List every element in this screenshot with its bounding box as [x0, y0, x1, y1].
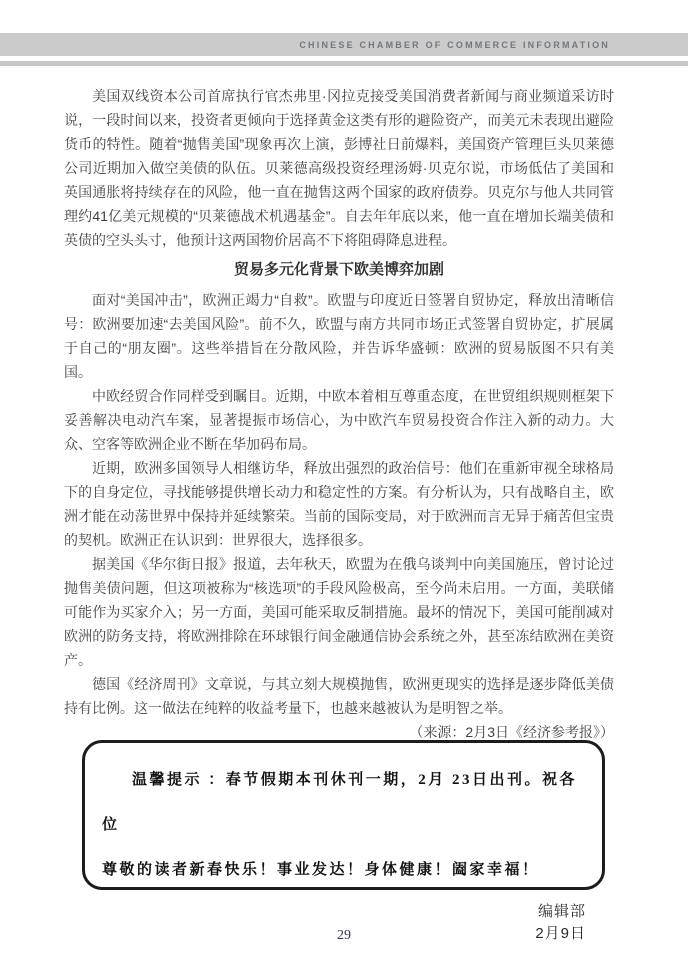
notice-line: 尊敬的读者新春快乐！事业发达！身体健康！阖家幸福！ — [102, 862, 540, 878]
article-paragraph: 德国《经济周刊》文章说，与其立刻大规模抛售，欧洲更现实的选择是逐步降低美债持有比例。这一做法在纯粹的收益考量下，也越来越被认为是明智之举。 — [64, 676, 614, 716]
article-paragraph: 近期，欧洲多国领导人相继访华，释放出强烈的政治信号：他们在重新审视全球格局下的自身定位，寻找能够提供增长动力和稳定性的方案。有分析认为，只有战略自主，欧洲才能在动荡世界中保持并延续繁荣。当前的国际变局，对于欧洲而言无异于痛苦但宝贵的契机。欧洲正在认识到：世界很大，选择很多。 — [64, 460, 614, 548]
section-heading: 贸易多元化背景下欧美博弈加剧 — [233, 261, 444, 278]
notice-date: 2月9日 — [535, 925, 586, 942]
article-body — [64, 84, 614, 744]
article-paragraph: 中欧经贸合作同样受到瞩目。近期，中欧本着相互尊重态度，在世贸组织规则框架下妥善解决电动汽车案，显著提振市场信心，为中欧汽车贸易投资合作注入新的动力。大众、空客等欧洲企业不断在华加码布局。 — [64, 388, 614, 452]
header-divider-stripe — [0, 61, 688, 66]
source-attribution: （来源：2月3日《经济参考报》） — [409, 724, 614, 740]
page-header-band — [0, 33, 688, 56]
article-paragraph: 据美国《华尔街日报》报道，去年秋天，欧盟为在俄乌谈判中向美国施压，曾讨论过抛售美债问题，但这项被称为“核选项”的手段风险极高，至今尚未启用。一方面，美联储可能作为买家介入；另一方面，美国可能采取反制措施。最坏的情况下，美国可能削减对欧洲的防务支持，将欧洲排除在环球银行间金融通信协会系统之外，甚至冻结欧洲在美资产。 — [64, 556, 614, 668]
article-paragraph: 美国双线资本公司首席执行官杰弗里·冈拉克接受美国消费者新闻与商业频道采访时说，一段时间以来，投资者更倾向于选择黄金这类有形的避险资产，而美元未表现出避险货币的特性。随着“抛售美国”现象再次上演，彭博社日前爆料，美国资产管理巨头贝莱德公司近期加入做空美债的队伍。贝莱德高级投资经理汤姆·贝克尔说，市场低估了美国和英国通胀将持续存在的风险，他一直在抛售这两个国家的政府债券。贝克尔与他人共同管理约41亿美元规模的“贝莱德战术机遇基金”。自去年年底以来，他一直在增加长端美债和英债的空头头寸，他预计这两国物价居高不下将阻碍降息进程。 — [64, 88, 614, 248]
page-number: 29 — [337, 928, 351, 943]
notice-text — [85, 758, 602, 893]
article-paragraph: 面对“美国冲击”，欧洲正竭力“自救”。欧盟与印度近日签署自贸协定，释放出清晰信号：欧洲要加速“去美国风险”。前不久，欧盟与南方共同市场正式签署自贸协定，扩展属于自己的“朋友圈”。这些举措旨在分散风险，并告诉华盛顿：欧洲的贸易版图不只有美国。 — [64, 292, 614, 380]
notice-line: 温馨提示 ：春节假期本刊休刊一期，2月 23日出刊。祝各位 — [102, 772, 578, 833]
notice-signature: 编辑部 — [537, 903, 586, 920]
masthead-title: CHINESE CHAMBER OF COMMERCE INFORMATION — [299, 39, 610, 50]
